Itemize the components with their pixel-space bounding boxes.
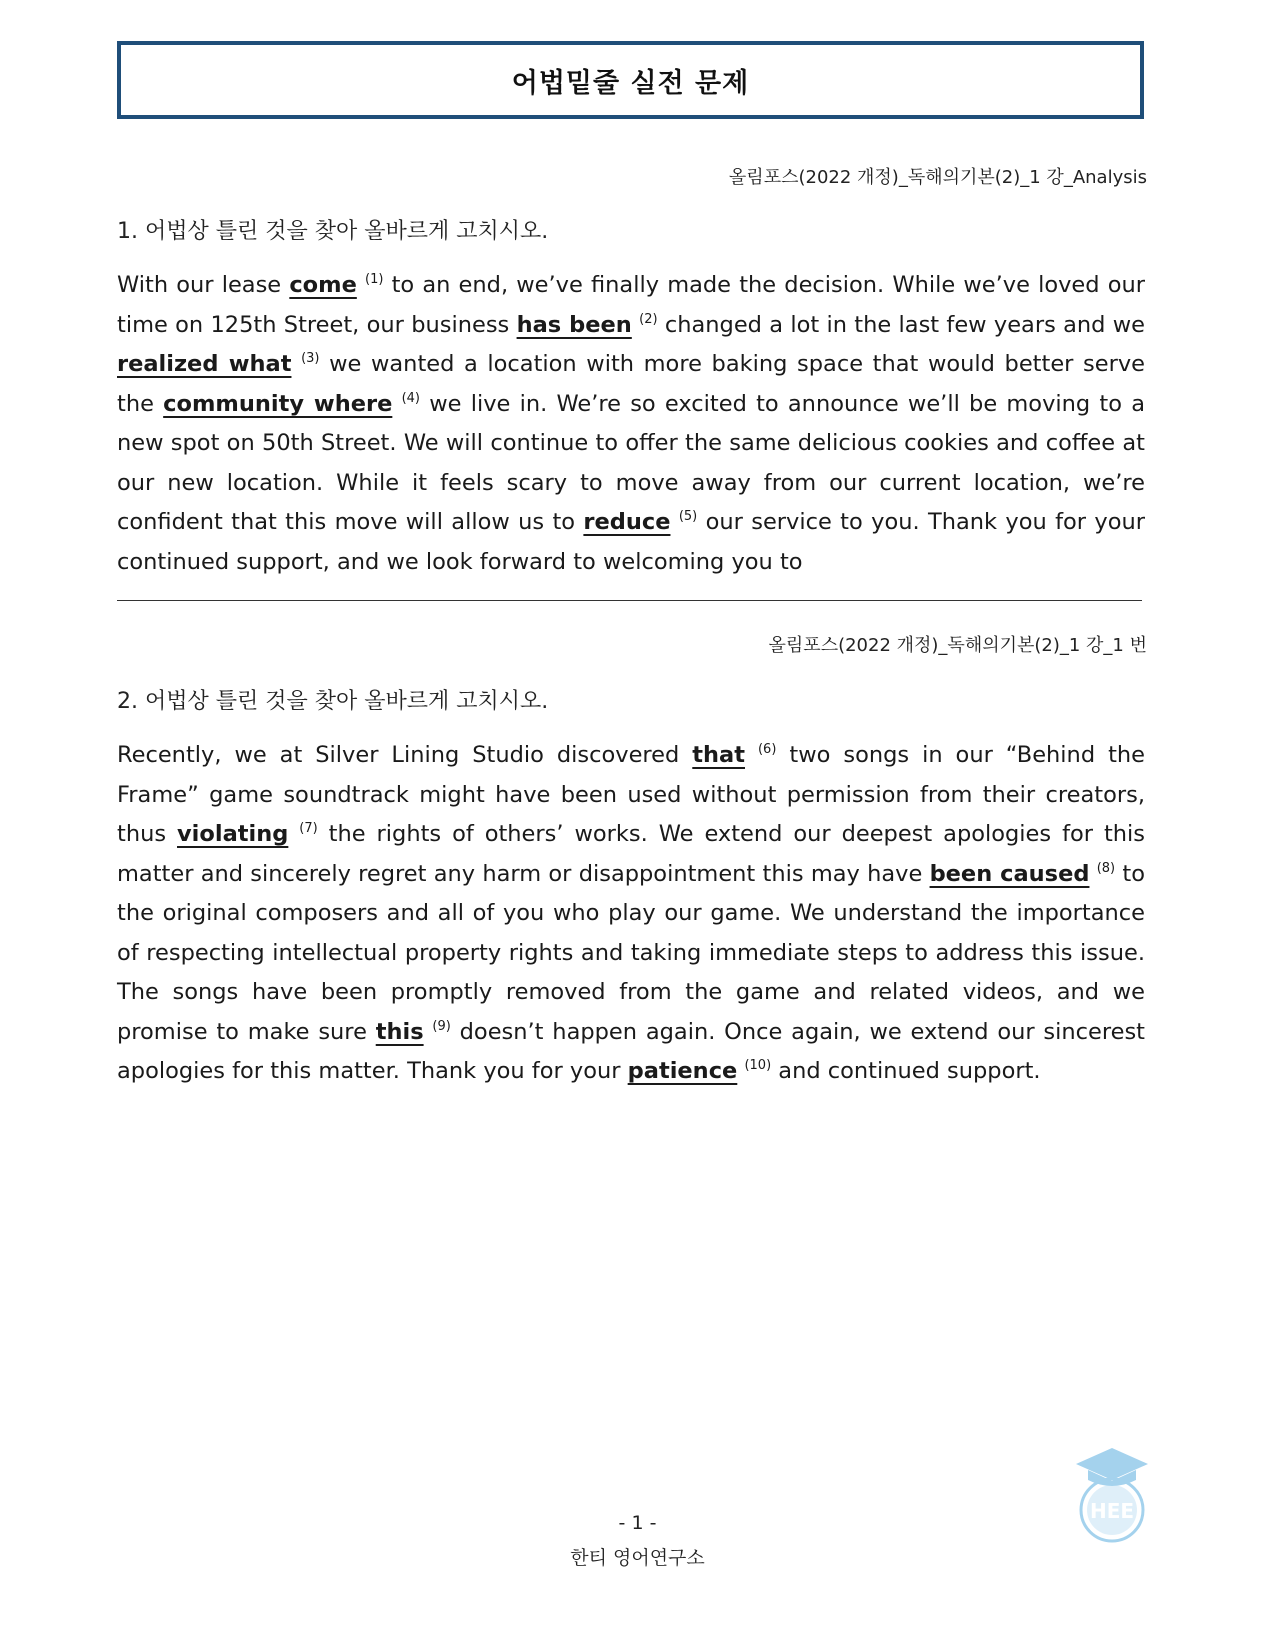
source-label-1: 올림포스(2022 개정)_독해의기본(2)_1 강_Analysis (728, 167, 1147, 188)
underlined-item-3: realized what (117, 351, 292, 377)
passage-1 (117, 266, 1145, 582)
item-number-10: (10) (744, 1058, 772, 1073)
item-number-3: (3) (301, 351, 320, 366)
item-number-6: (6) (757, 742, 777, 757)
logo-text: HEE (1089, 1499, 1135, 1523)
page-title: 어법밑줄 실전 문제 (511, 67, 750, 99)
passage-text: With our lease (117, 272, 290, 298)
item-number-4: (4) (401, 390, 420, 406)
passage-text: two songs in our “Behind the Frame” game soundtrack might have been used without permission from their creators, thus (117, 742, 1146, 847)
item-number-7: (7) (299, 821, 318, 836)
question-1: 1. 어법상 틀린 것을 찾아 올바르게 고치시오. (117, 219, 549, 244)
item-number-2: (2) (639, 311, 658, 327)
underlined-item-6: that (692, 742, 745, 768)
passage-text: Recently, we at Silver Lining Studio discovered (117, 742, 693, 768)
underlined-item-8: been caused (929, 860, 1090, 887)
item-number-8: (8) (1096, 860, 1116, 876)
passage-text: the rights of others’ works. We extend our deepest apologies for this matter and sincerely regret any harm or disappointment this may have (117, 821, 1146, 887)
item-number-5: (5) (678, 509, 698, 524)
underlined-item-5: reduce (583, 509, 671, 535)
title-box (117, 41, 1144, 119)
passage-text: we wanted a location with more baking space that would better serve the (117, 351, 1145, 417)
passage-2 (117, 736, 1145, 1092)
item-number-1: (1) (365, 272, 384, 287)
passage-text: to the original composers and all of you who play our game. We understand the importance of respecting intellectual property rights and taking immediate steps to address this issue. The songs have been promptly removed from the game and related videos, and we promise to make sure (117, 860, 1145, 1045)
question-2: 2. 어법상 틀린 것을 찾아 올바르게 고치시오. (117, 689, 549, 714)
page-number: - 1 - (618, 1512, 657, 1534)
graduation-cap-icon (1072, 1444, 1152, 1544)
underlined-item-7: violating (177, 821, 289, 847)
passage-text: our service to you. Thank you for your continued support, and we look forward to welcoming you to (117, 509, 1145, 575)
footer-org: 한티 영어연구소 (570, 1547, 705, 1569)
passage-text: we live in. We’re so excited to announce we’ll be moving to a new spot on 50th Street. We will continue to offer the same delicious cookies and coffee at our new location. While it feels scary to move away from our current location, we’re confident that this move will allow us to (117, 390, 1146, 535)
passage-text: changed a lot in the last few years and we (657, 311, 1145, 338)
underlined-item-9: this (375, 1018, 424, 1045)
source-label-2: 올림포스(2022 개정)_독해의기본(2)_1 강_1 번 (768, 635, 1147, 656)
underlined-item-2: has been (516, 311, 632, 338)
underlined-item-10: patience (627, 1058, 738, 1084)
item-number-9: (9) (432, 1018, 451, 1034)
section-divider (117, 600, 1142, 601)
passage-text: doesn’t happen again. Once again, we extend our sincerest apologies for this matter. Thank you for your (117, 1018, 1145, 1084)
passage-text: to an end, we’ve finally made the decision. While we’ve loved our time on 125th Street, our business (117, 272, 1145, 338)
underlined-item-1: come (289, 272, 357, 298)
passage-text: and continued support. (771, 1058, 1041, 1084)
underlined-item-4: community where (163, 390, 393, 417)
